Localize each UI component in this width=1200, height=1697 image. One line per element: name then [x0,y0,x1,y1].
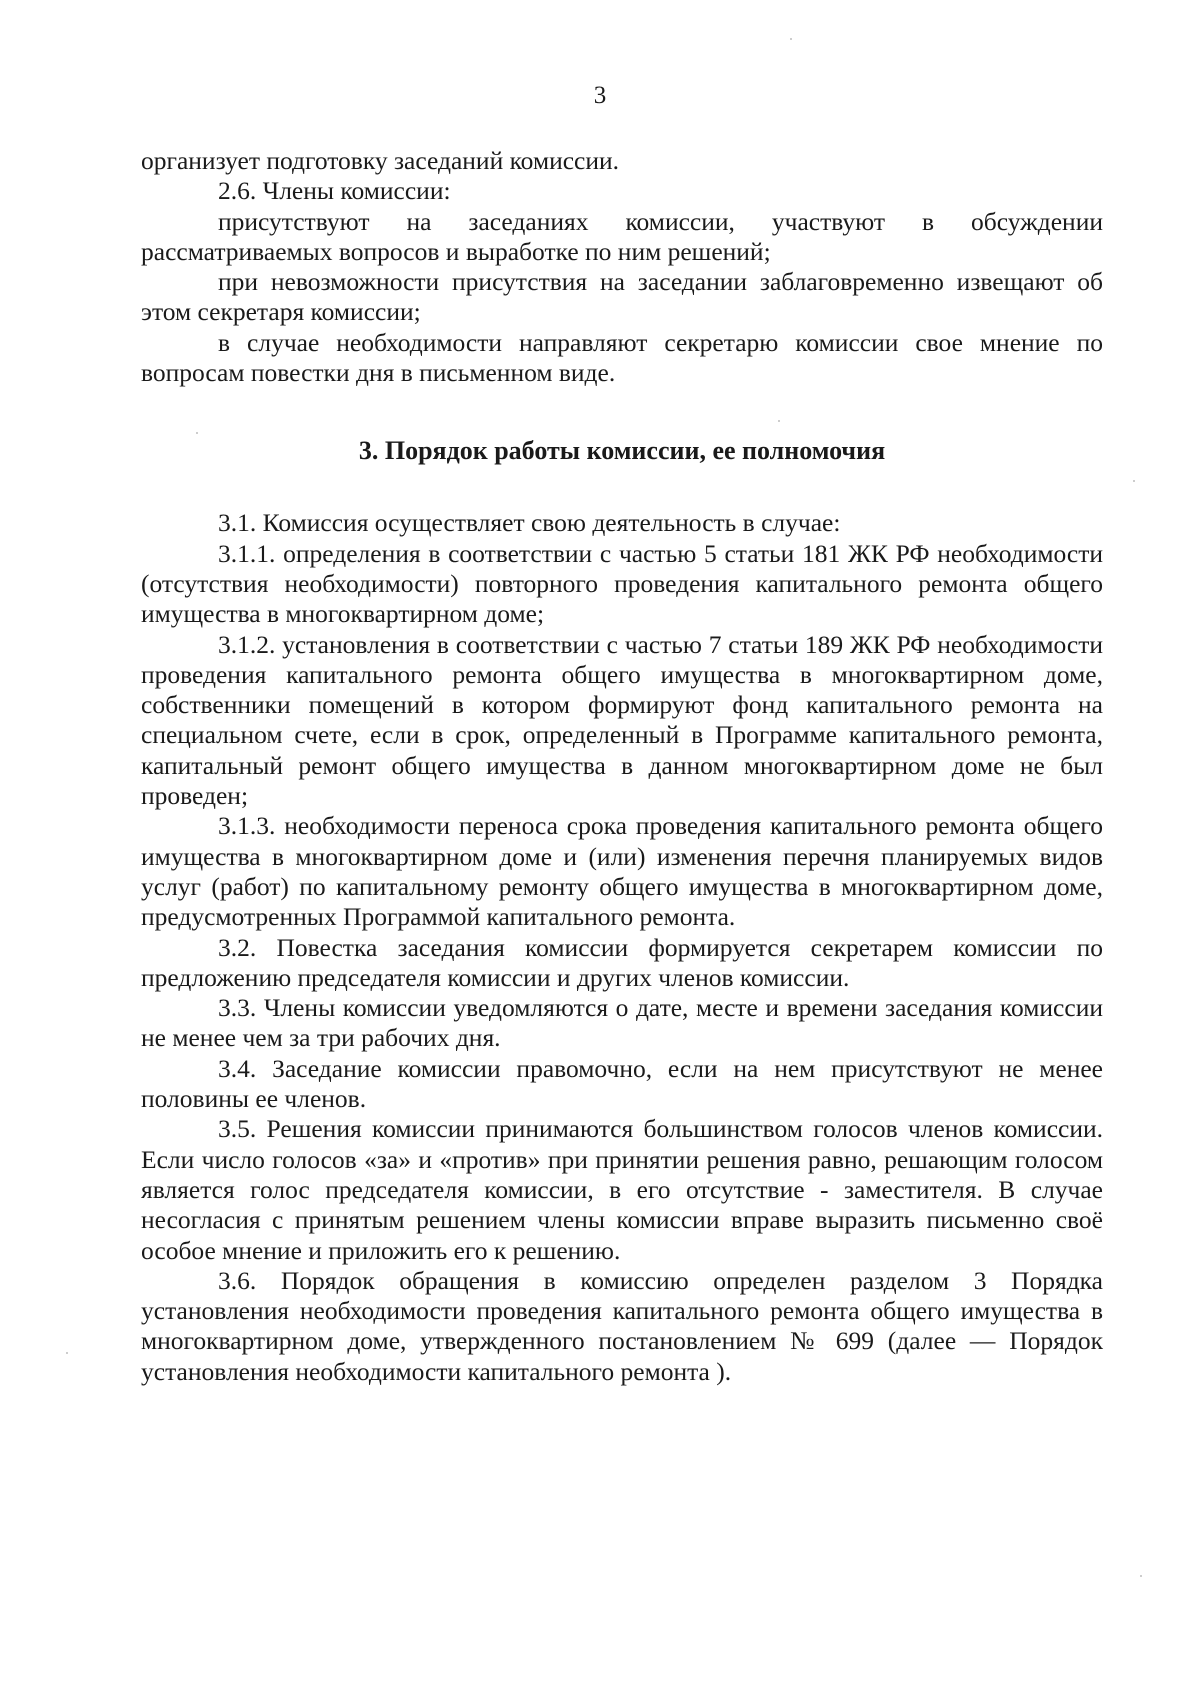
scan-speck [790,38,792,40]
paragraph: в случае необходимости направляют секретарю комиссии свое мнение по вопросам повестки дня в письменном виде. [141,327,1103,388]
paragraph: 3.5. Решения комиссии принимаются большинством голосов членов комиссии. Если число голосов «за» и «против» при принятии решения равно, решающим голосом является голос председателя комиссии, в его отсутствие - заместителя. В случае несогласия с принятым решением члены комиссии вправе выразить письменно своё особое мнение и приложить его к решению. [141,1114,1103,1265]
section-heading: 3. Порядок работы комиссии, ее полномочия [358,436,886,466]
paragraph: 2.6. Члены комиссии: [218,176,451,206]
paragraph: 3.1.2. установления в соответствии с частью 7 статьи 189 ЖК РФ необходимости проведения капитального ремонта общего имущества в многоквартирном доме, собственники помещений в котором формируют фонд капитального ремонта на специальном счете, если в срок, определенный в Программе капитального ремонта, капитальный ремонт общего имущества в данном многоквартирном доме не был проведен; [141,629,1103,811]
page-number: 3 [593,82,607,109]
scan-speck [196,432,198,434]
paragraph: 3.1.1. определения в соответствии с частью 5 статьи 181 ЖК РФ необходимости (отсутствия необходимости) повторного проведения капитального ремонта общего имущества в многоквартирном доме; [141,538,1103,629]
scan-speck [1133,480,1135,482]
paragraph: организует подготовку заседаний комиссии. [141,146,620,175]
paragraph: при невозможности присутствия на заседании заблаговременно извещают об этом секретаря комиссии; [141,267,1103,327]
document-body [141,146,1103,1387]
paragraph: 3.1.3. необходимости переноса срока проведения капитального ремонта общего имущества в многоквартирном доме и (или) изменения перечня планируемых видов услуг (работ) по капитальному ремонту общего имущества в многоквартирном доме, предусмотренных Программой капитального ремонта. [141,811,1103,932]
paragraph: 3.4. Заседание комиссии правомочно, если на нем присутствуют не менее половины ее членов. [141,1053,1103,1114]
scan-speck [66,1352,68,1354]
paragraph: 3.2. Повестка заседания комиссии формируется секретарем комиссии по предложению председателя комиссии и других членов комиссии. [141,932,1103,992]
paragraph: 3.6. Порядок обращения в комиссию определен разделом 3 Порядка установления необходимости проведения капитального ремонта общего имущества в многоквартирном доме, утвержденного постановлением № 699 (далее — Порядок установления необходимости капитального ремонта ). [141,1265,1103,1386]
paragraph: присутствуют на заседаниях комиссии, участвуют в обсуждении рассматриваемых вопросов и выработке по ним решений; [141,206,1103,266]
paragraph: 3.3. Члены комиссии уведомляются о дате, месте и времени заседания комиссии не менее чем за три рабочих дня. [141,993,1103,1053]
scan-speck [1140,1575,1142,1577]
paragraph: 3.1. Комиссия осуществляет свою деятельность в случае: [218,508,841,538]
scan-speck [778,420,780,422]
